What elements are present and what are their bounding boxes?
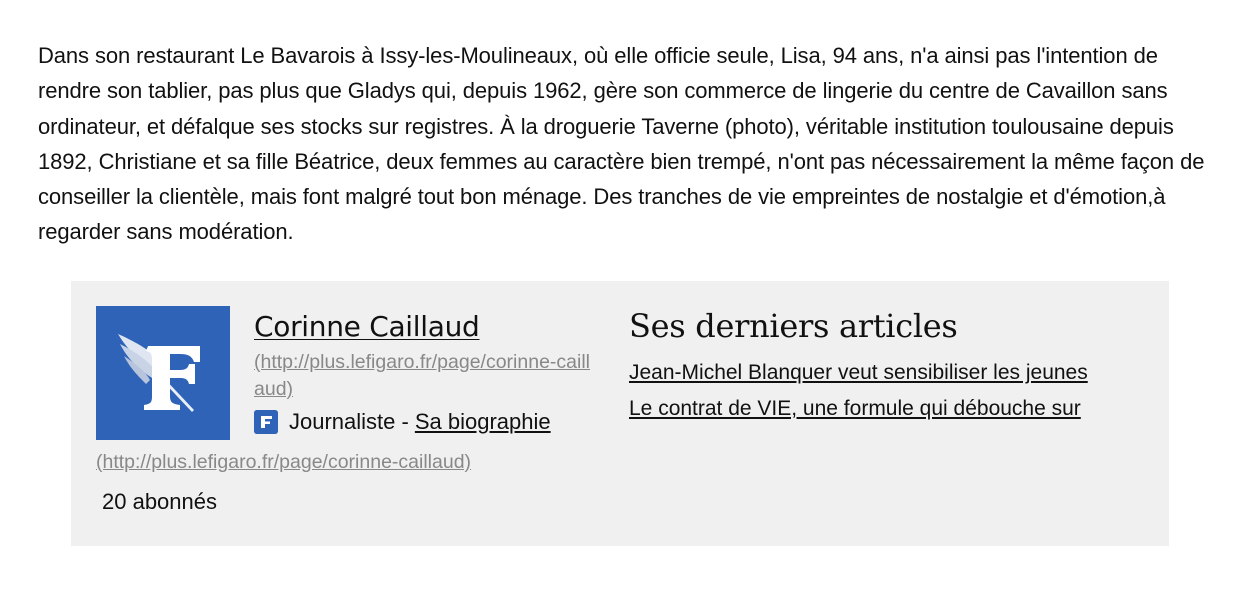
article-paragraph: Dans son restaurant Le Bavarois à Issy-les-Moulineaux, où elle officie seule, Lisa, 94 ans, n'a ainsi pas l'intention de rendre son tablier, pas plus que Gladys qui, depuis 1962, gère son commerce de lingerie du centre de Cavaillon sans ordinateur, et défalque ses stocks sur registres. À la droguerie Taverne (photo), véritable institution toulousaine depuis 1892, Christiane et sa fille Béatrice, deux femmes au caractère bien trempé, n'ont pas nécessairement la même façon de conseiller la clientèle, mais font malgré tout bon ménage. Des tranches de vie empreintes de nostalgie et d'émotion,à regarder sans modération.: [38, 43, 1205, 245]
latest-articles-title: Ses derniers articles: [629, 307, 958, 345]
latest-article-link[interactable]: Jean-Michel Blanquer veut sensibiliser les jeunes: [629, 361, 1088, 384]
author-role: Journaliste -: [289, 409, 409, 434]
author-name-link[interactable]: Corinne Caillaud: [254, 310, 480, 343]
followers-count: 20 abonnés: [102, 489, 217, 514]
le-figaro-logo-icon[interactable]: [96, 306, 230, 440]
biography-url-link[interactable]: (http://plus.lefigaro.fr/page/corinne-caillaud): [96, 451, 472, 473]
biography-link[interactable]: Sa biographie: [414, 409, 551, 434]
latest-article-link[interactable]: Le contrat de VIE, une formule qui débouche sur: [629, 397, 1081, 420]
author-card: [71, 281, 1169, 546]
author-profile-url-link[interactable]: (http://plus.lefigaro.fr/page/corinne-caillaud): [254, 351, 591, 400]
latest-articles: [629, 305, 1144, 427]
author-info: [254, 309, 604, 437]
author-role-line: [254, 407, 604, 437]
le-figaro-mini-icon: [254, 410, 278, 434]
